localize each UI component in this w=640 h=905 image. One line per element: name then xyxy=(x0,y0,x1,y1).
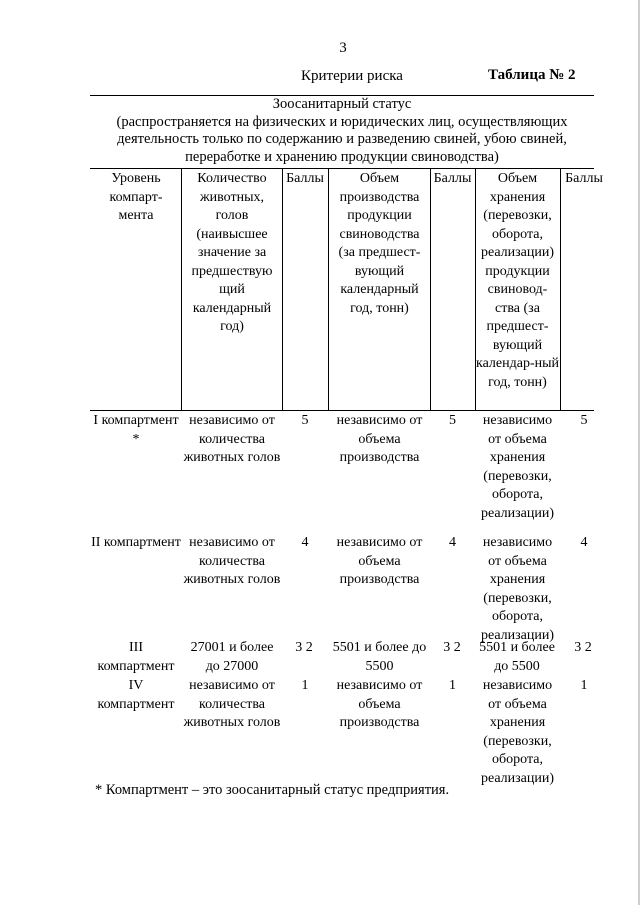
column-divider xyxy=(430,168,431,410)
criteria-label: Критерии риска xyxy=(301,68,403,84)
row-2-points-3: 4 xyxy=(580,535,588,550)
row-1-level: I компартмент * xyxy=(93,413,179,447)
row-2-animals: независимо от количества животных голов xyxy=(183,535,281,587)
row-3-animals: 27001 и более до 27000 xyxy=(190,640,274,674)
table-label: Таблица № 2 xyxy=(488,67,576,83)
column-header-points-3: Баллы xyxy=(565,171,603,186)
column-header-points-1: Баллы xyxy=(286,171,324,186)
column-divider xyxy=(560,168,561,410)
row-1-points-2: 5 xyxy=(449,413,456,428)
row-2-production: независимо от объема производства xyxy=(336,535,423,587)
heading-line-4: переработке и хранению продукции свиноводства) xyxy=(185,148,499,165)
row-3-storage: 5501 и более до 5500 xyxy=(479,640,555,674)
row-4-points-3: 1 xyxy=(580,678,588,693)
row-2-points-1: 4 xyxy=(301,535,309,550)
page-number: 3 xyxy=(339,40,347,56)
column-header-points-2: Баллы xyxy=(433,171,472,186)
column-header-level: Уровень компарт-мента xyxy=(109,171,163,223)
column-divider xyxy=(328,168,329,410)
row-4-points-2: 1 xyxy=(449,678,456,693)
heading-line-2: (распространяется на физических и юридических лиц, осуществляющих xyxy=(116,113,568,130)
heading-line-1: Зоосанитарный статус xyxy=(272,96,412,112)
column-header-animals: Количество животных, голов (наивысшее значение за предшествую щий календарный год) xyxy=(191,171,273,334)
row-2-points-2: 4 xyxy=(449,535,456,550)
row-3-points-1: 3 2 xyxy=(295,640,313,655)
row-4-production: независимо от объема производства xyxy=(336,678,423,730)
column-header-storage: Объем хранения (перевозки, оборота, реализации) продукции свиновод-ства (за предшест-вующий календар-ный год, тонн) xyxy=(476,171,560,390)
heading-line-3: деятельность только по содержанию и разведению свиней, убою свиней, xyxy=(117,131,567,147)
row-1-points-3: 5 xyxy=(580,413,588,428)
column-divider xyxy=(181,168,182,410)
row-1-animals: независимо от количества животных голов xyxy=(183,413,281,465)
row-3-points-3: 3 2 xyxy=(574,640,592,655)
row-1-storage: независимо от объема хранения (перевозки, оборота, реализации) xyxy=(480,413,555,521)
column-divider xyxy=(282,168,283,410)
row-1-points-1: 5 xyxy=(301,413,309,428)
row-4-animals: независимо от количества животных голов xyxy=(183,678,281,730)
footnote: * Компартмент – это зоосанитарный статус предприятия. xyxy=(95,782,450,798)
column-header-production: Объем производства продукции свиноводства (за предшест-вующий календарный год, тонн) xyxy=(338,171,421,316)
row-4-level: IV компартмент xyxy=(97,678,175,712)
row-3-level: III компартмент xyxy=(97,640,175,674)
table-heading xyxy=(90,96,594,166)
row-4-storage: независимо от объема хранения (перевозки, оборота, реализации) xyxy=(480,678,555,786)
row-1-production: независимо от объема производства xyxy=(336,413,423,465)
row-2-level: II компартмент xyxy=(91,535,181,550)
row-2-storage: независимо от объема хранения (перевозки, оборота, реализации) xyxy=(480,535,555,643)
row-3-points-2: 3 2 xyxy=(443,640,461,655)
row-3-production: 5501 и более до 5500 xyxy=(332,640,427,674)
header-top-rule xyxy=(90,168,594,169)
row-4-points-1: 1 xyxy=(301,678,309,693)
header-bottom-rule xyxy=(90,410,594,411)
